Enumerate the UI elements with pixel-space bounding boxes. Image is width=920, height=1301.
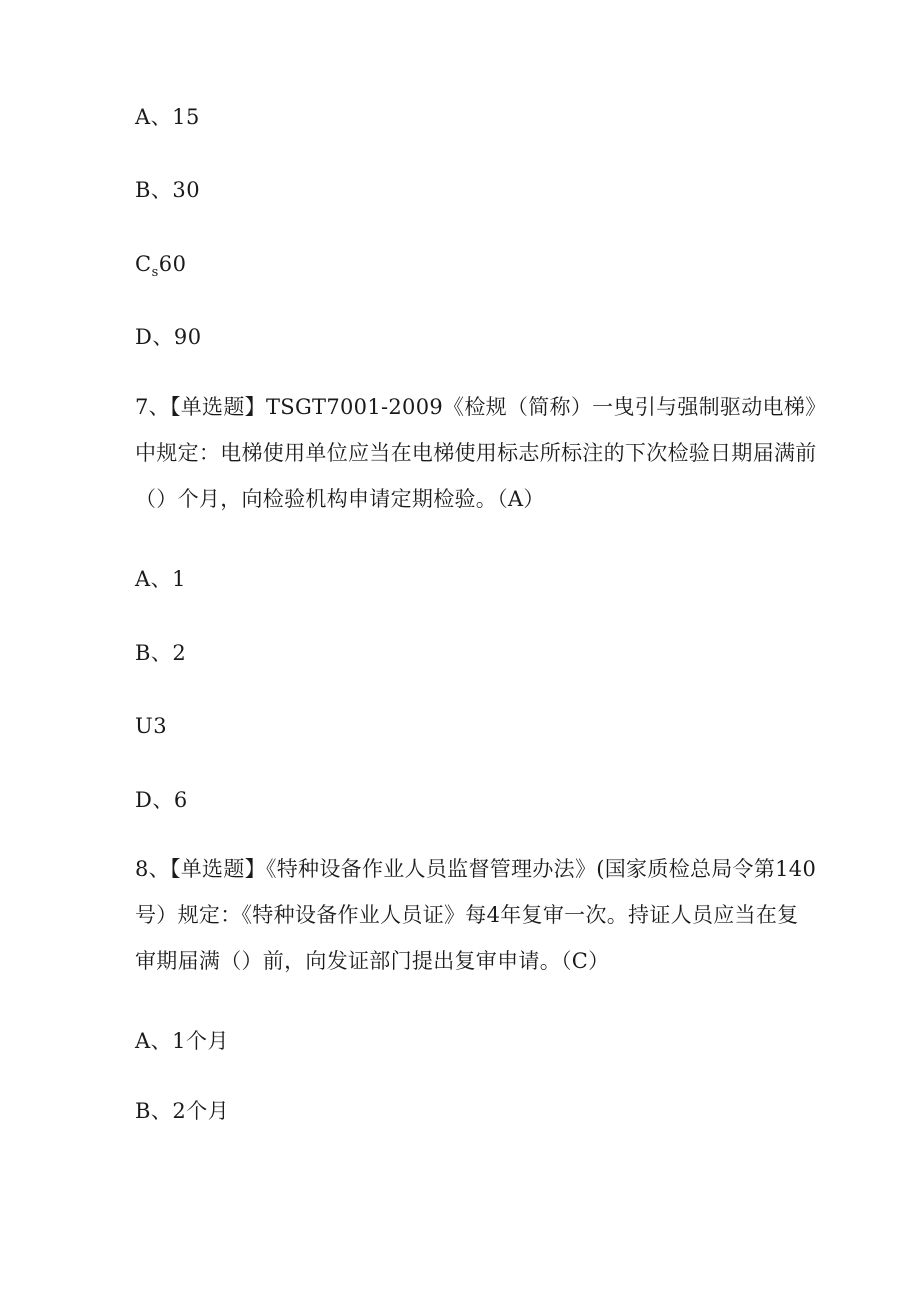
q7-option-b: B、2 — [135, 641, 187, 665]
q6-option-b: B、30 — [135, 178, 201, 202]
q8-line-3: 审期届满（）前，向发证部门提出复审申请。（C） — [135, 949, 610, 973]
q6-option-c-subscript: s — [151, 265, 159, 280]
q7-option-c: U3 — [135, 714, 168, 738]
q8-question — [135, 846, 817, 984]
q7-option-d: D、6 — [135, 788, 188, 812]
q6-option-c — [135, 249, 186, 288]
q6-option-c-value: 60 — [158, 252, 187, 276]
q8-line-2: 号）规定：《特种设备作业人员证》每4年复审一次。持证人员应当在复 — [135, 903, 799, 927]
q6-option-d: D、90 — [135, 325, 202, 349]
q8-line-1: 8、【单选题】《特种设备作业人员监督管理办法》(国家质检总局令第140 — [135, 857, 817, 881]
q7-line-3: （）个月，向检验机构申请定期检验。（A） — [135, 487, 545, 511]
q6-option-c-letter: C — [135, 252, 152, 276]
q7-line-1: 7、【单选题】TSGT7001-2009《检规（简称）一曳引与强制驱动电梯》 — [135, 395, 827, 419]
q6-option-a: A、15 — [135, 105, 200, 129]
q7-question — [135, 384, 827, 522]
q7-option-a: A、1 — [135, 567, 187, 591]
q8-option-b: B、2个月 — [135, 1099, 230, 1123]
q8-option-a: A、1个月 — [135, 1029, 230, 1053]
q7-line-2: 中规定：电梯使用单位应当在电梯使用标志所标注的下次检验日期届满前 — [135, 441, 817, 465]
